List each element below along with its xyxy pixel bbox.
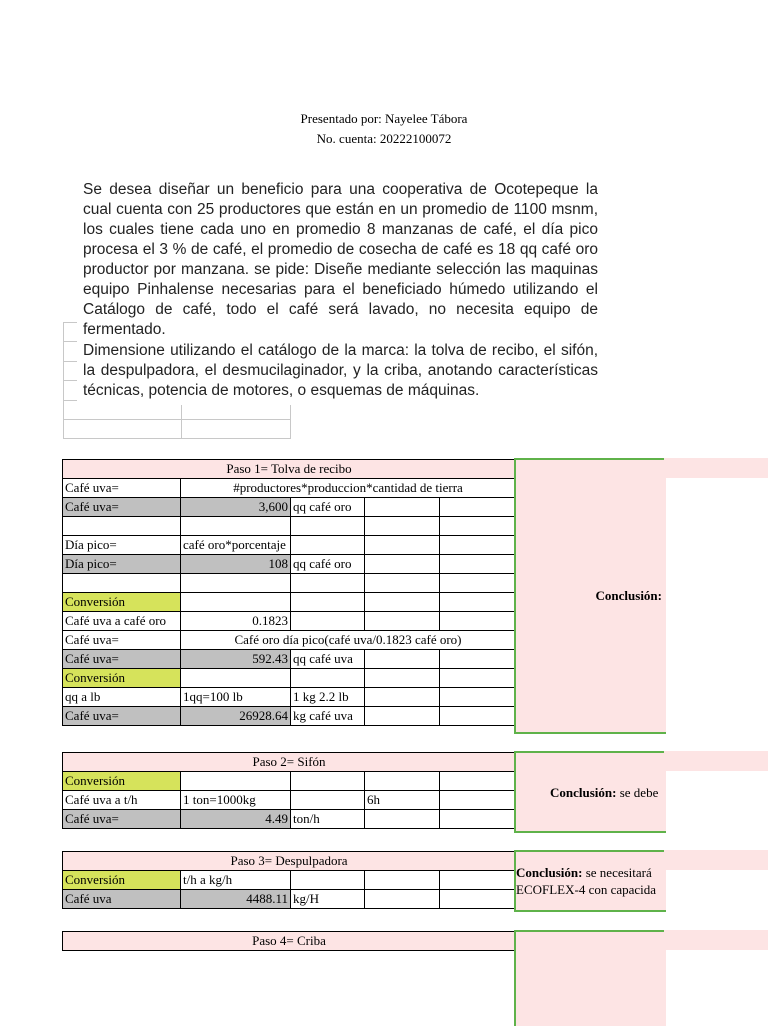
cell-value: 4488.11 xyxy=(181,890,291,909)
cell-label: Café uva a t/h xyxy=(63,791,181,810)
cell-label: qq a lb xyxy=(63,688,181,707)
paso1-title: Paso 1= Tolva de recibo xyxy=(63,460,516,479)
cell-formula: café oro*porcentaje xyxy=(181,536,291,555)
cell-unit: qq café uva xyxy=(291,650,365,669)
cell-label: Café uva= xyxy=(63,631,181,650)
cell-conversion: Conversión xyxy=(63,772,181,791)
cell-value: 26928.64 xyxy=(181,707,291,726)
cell-label: Café uva= xyxy=(63,707,181,726)
conclusion-label: Conclusión: xyxy=(595,588,662,603)
cell-value: 1qq=100 lb xyxy=(181,688,291,707)
problem-statement xyxy=(83,180,598,340)
cell-unit: ton/h xyxy=(291,810,365,829)
cell-label: Café uva a café oro xyxy=(63,612,181,631)
cell-conversion: Conversión xyxy=(63,593,181,612)
presenter-line: Presentado por: Nayelee Tábora xyxy=(300,111,468,126)
paso1-table xyxy=(62,459,516,726)
paso1-conclusion xyxy=(514,458,666,734)
cell-value: 592.43 xyxy=(181,650,291,669)
cell-label: Día pico= xyxy=(63,555,181,574)
cell-label: Café uva= xyxy=(63,498,181,517)
paso3-title: Paso 3= Despulpadora xyxy=(63,852,516,871)
cell-value: 6h xyxy=(365,791,440,810)
cell-value: 3,600 xyxy=(181,498,291,517)
conclusion-label: Conclusión: xyxy=(550,785,617,800)
cell-label: Café uva= xyxy=(63,479,181,498)
conclusion-label: Conclusión: xyxy=(516,865,583,880)
cell-value: 0.1823 xyxy=(181,612,291,631)
cell-unit: qq café oro xyxy=(291,555,365,574)
problem-paragraph-1: Se desea diseñar un beneficio para una cooperativa de Ocotepeque la cual cuenta con 25 productores que están en un promedio de 1100 msnm, los cuales tiene cada uno en promedio 8 manzanas de café, el día pico procesa el 3 % de café, el promedio de cosecha de café es 18 qq café oro productor por manzana. se pide: Diseñe mediante selección las maquinas equipo Pinhalense necesarias para el beneficiado húmedo utilizando el Catálogo de café, todo el café será lavado, no necesita equipo de fermentado. xyxy=(83,181,598,338)
cell-conversion: Conversión xyxy=(63,871,181,890)
cell-value: 1 ton=1000kg xyxy=(181,791,291,810)
cell-value: 1 kg 2.2 lb xyxy=(291,688,365,707)
cell-label: Café uva xyxy=(63,890,181,909)
cell-conversion: Conversión xyxy=(63,669,181,688)
cell-formula: #productores*produccion*cantidad de tierra xyxy=(181,479,516,498)
cell-value: t/h a kg/h xyxy=(181,871,291,890)
cell-unit: kg/H xyxy=(291,890,365,909)
conclusion-text: ECOFLEX-4 con capacida xyxy=(516,882,657,897)
cell-unit: qq café oro xyxy=(291,498,365,517)
account-line: No. cuenta: 20222100072 xyxy=(316,131,452,146)
paso3-conclusion xyxy=(514,850,666,912)
cell-unit: kg café uva xyxy=(291,707,365,726)
conclusion-text: se debe xyxy=(616,785,659,800)
problem-instructions xyxy=(83,341,598,401)
cell-label: Café uva= xyxy=(63,810,181,829)
paso4-conclusion xyxy=(514,930,666,1026)
cell-formula: Café oro día pico(café uva/0.1823 café oro) xyxy=(181,631,516,650)
paso2-table xyxy=(62,752,516,829)
cell-value: 108 xyxy=(181,555,291,574)
cell-label: Café uva= xyxy=(63,650,181,669)
problem-paragraph-2: Dimensione utilizando el catálogo de la marca: la tolva de recibo, el sifón, la despulpadora, el desmucilaginador, y la criba, anotando características técnicas, potencia de motores, o esquemas de máquinas. xyxy=(83,342,598,399)
paso3-table xyxy=(62,851,516,909)
paso2-conclusion xyxy=(514,751,666,833)
paso2-title: Paso 2= Sifón xyxy=(63,753,516,772)
cell-value: 4.49 xyxy=(181,810,291,829)
paso4-table xyxy=(62,931,516,951)
cell-label: Día pico= xyxy=(63,536,181,555)
conclusion-text: se necesitará xyxy=(582,865,652,880)
paso4-title: Paso 4= Criba xyxy=(63,932,516,951)
